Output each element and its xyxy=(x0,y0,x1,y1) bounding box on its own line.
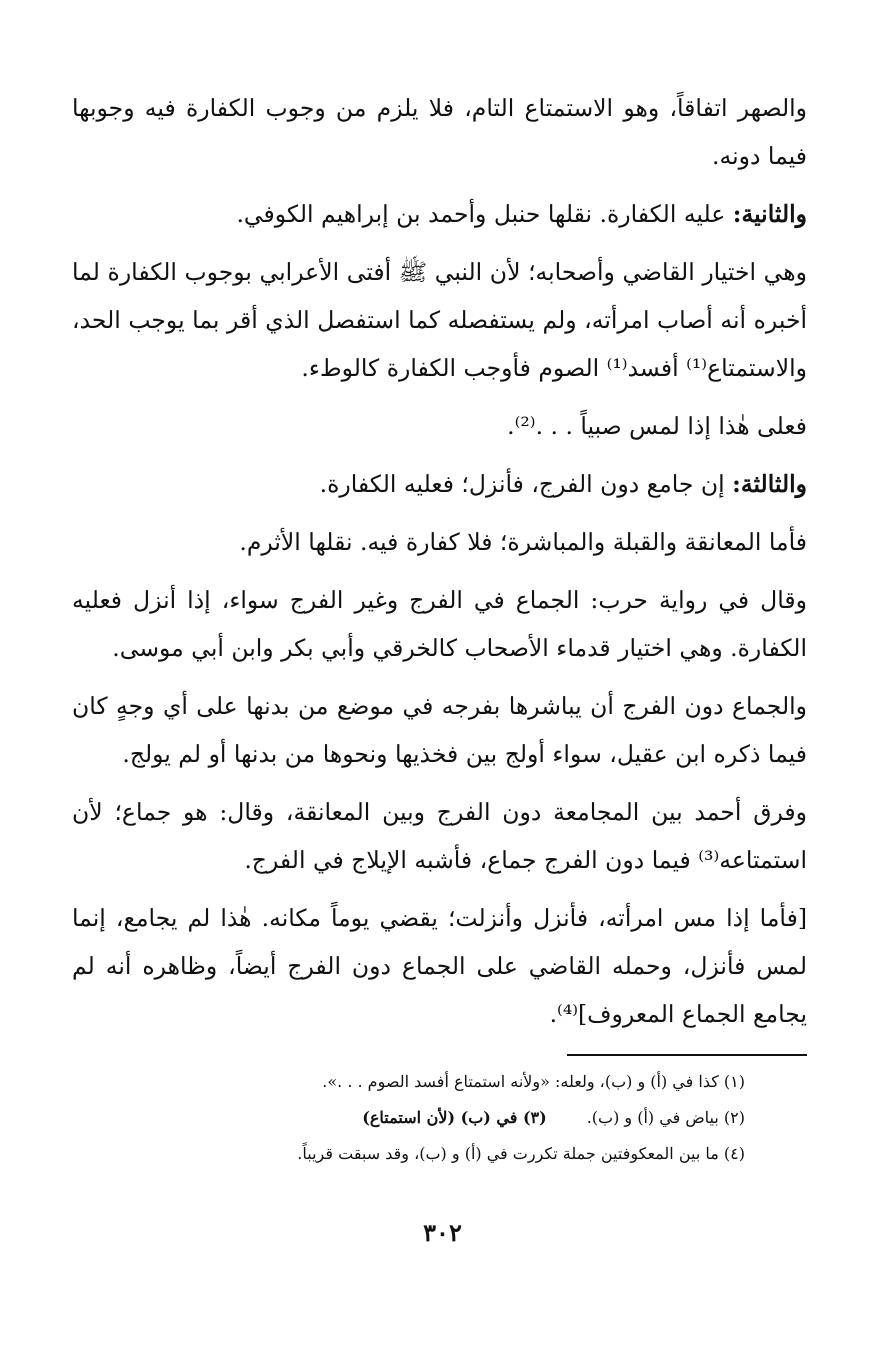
paragraph-text: فأما المعانقة والقبلة والمباشرة؛ فلا كفارة فيه. نقلها الأثرم. xyxy=(239,528,807,556)
paragraph-text: والصهر اتفاقاً، وهو الاستمتاع التام، فلا يلزم من وجوب الكفارة فيه وجوبها فيما دونه. xyxy=(72,94,807,170)
paragraph-lead: والثانية: xyxy=(732,200,807,228)
paragraph-text: وهي اختيار القاضي وأصحابه؛ لأن النبي ﷺ أفتى الأعرابي بوجوب الكفارة لما أخبره أنه أصاب امرأته، ولم يستفصله كما استفصل الذي أقر بما يوجب الحد، والاستمتاع⁽¹⁾ أفسد⁽¹⁾ الصوم فأوجب الكفارة كالوطء. xyxy=(72,258,807,382)
paragraph-7 xyxy=(72,576,807,672)
paragraph-6 xyxy=(72,518,807,566)
footnote-2: (٢) بياض في (أ) و (ب). xyxy=(586,1108,745,1127)
paragraph-text: عليه الكفارة. نقلها حنبل وأحمد بن إبراهيم الكوفي. xyxy=(236,200,733,228)
footnote-4: (٤) ما بين المعكوفتين جملة تكررت في (أ) و (ب)، وقد سبقت قريباً. xyxy=(297,1144,745,1163)
paragraph-text: وقال في رواية حرب: الجماع في الفرج وغير الفرج سواء، إذا أنزل فعليه الكفارة. وهي اختيار قدماء الأصحاب كالخرقي وأبي بكر وابن أبي موسى. xyxy=(72,586,807,662)
paragraph-text: [فأما إذا مس امرأته، فأنزل وأنزلت؛ يقضي يوماً مكانه. هٰذا لم يجامع، إنما لمس فأنزل، وحمله القاضي على الجماع دون الفرج أيضاً، وظاهره أنه لم يجامع الجماع المعروف]⁽⁴⁾. xyxy=(72,904,807,1028)
footnotes xyxy=(72,1064,807,1172)
paragraph-lead: والثالثة: xyxy=(732,470,807,498)
paragraph-4 xyxy=(72,402,807,450)
paragraph-text: وفرق أحمد بين المجامعة دون الفرج وبين المعانقة، وقال: هو جماع؛ لأن استمتاعه⁽³⁾ فيما دون الفرج جماع، فأشبه الإيلاج في الفرج. xyxy=(72,798,807,874)
paragraph-8 xyxy=(72,682,807,778)
page-number: ٣٠٢ xyxy=(423,1218,462,1247)
paragraph-3 xyxy=(72,248,807,392)
footnote-divider xyxy=(567,1054,807,1056)
page-body xyxy=(72,84,807,1172)
paragraph-10 xyxy=(72,894,807,1038)
paragraph-text: والجماع دون الفرج أن يباشرها بفرجه في موضع من بدنها على أي وجهٍ كان فيما ذكره ابن عقيل، سواء أولج بين فخذيها ونحوها من بدنها أو لم يولج. xyxy=(72,692,807,768)
footnote-row-2-3 xyxy=(72,1100,745,1136)
paragraph-text: فعلى هٰذا إذا لمس صبياً . . .⁽²⁾. xyxy=(507,412,807,440)
footnote-3: (٣) في (ب) (لأن استمتاع) xyxy=(362,1108,547,1127)
paragraph-text: إن جامع دون الفرج، فأنزل؛ فعليه الكفارة. xyxy=(319,470,733,498)
paragraph-5 xyxy=(72,460,807,508)
paragraph-9 xyxy=(72,788,807,884)
paragraph-2 xyxy=(72,190,807,238)
footnote-1: (١) كذا في (أ) و (ب)، ولعله: «ولأنه استمتاع أفسد الصوم . . .». xyxy=(322,1072,745,1091)
paragraph-1 xyxy=(72,84,807,180)
